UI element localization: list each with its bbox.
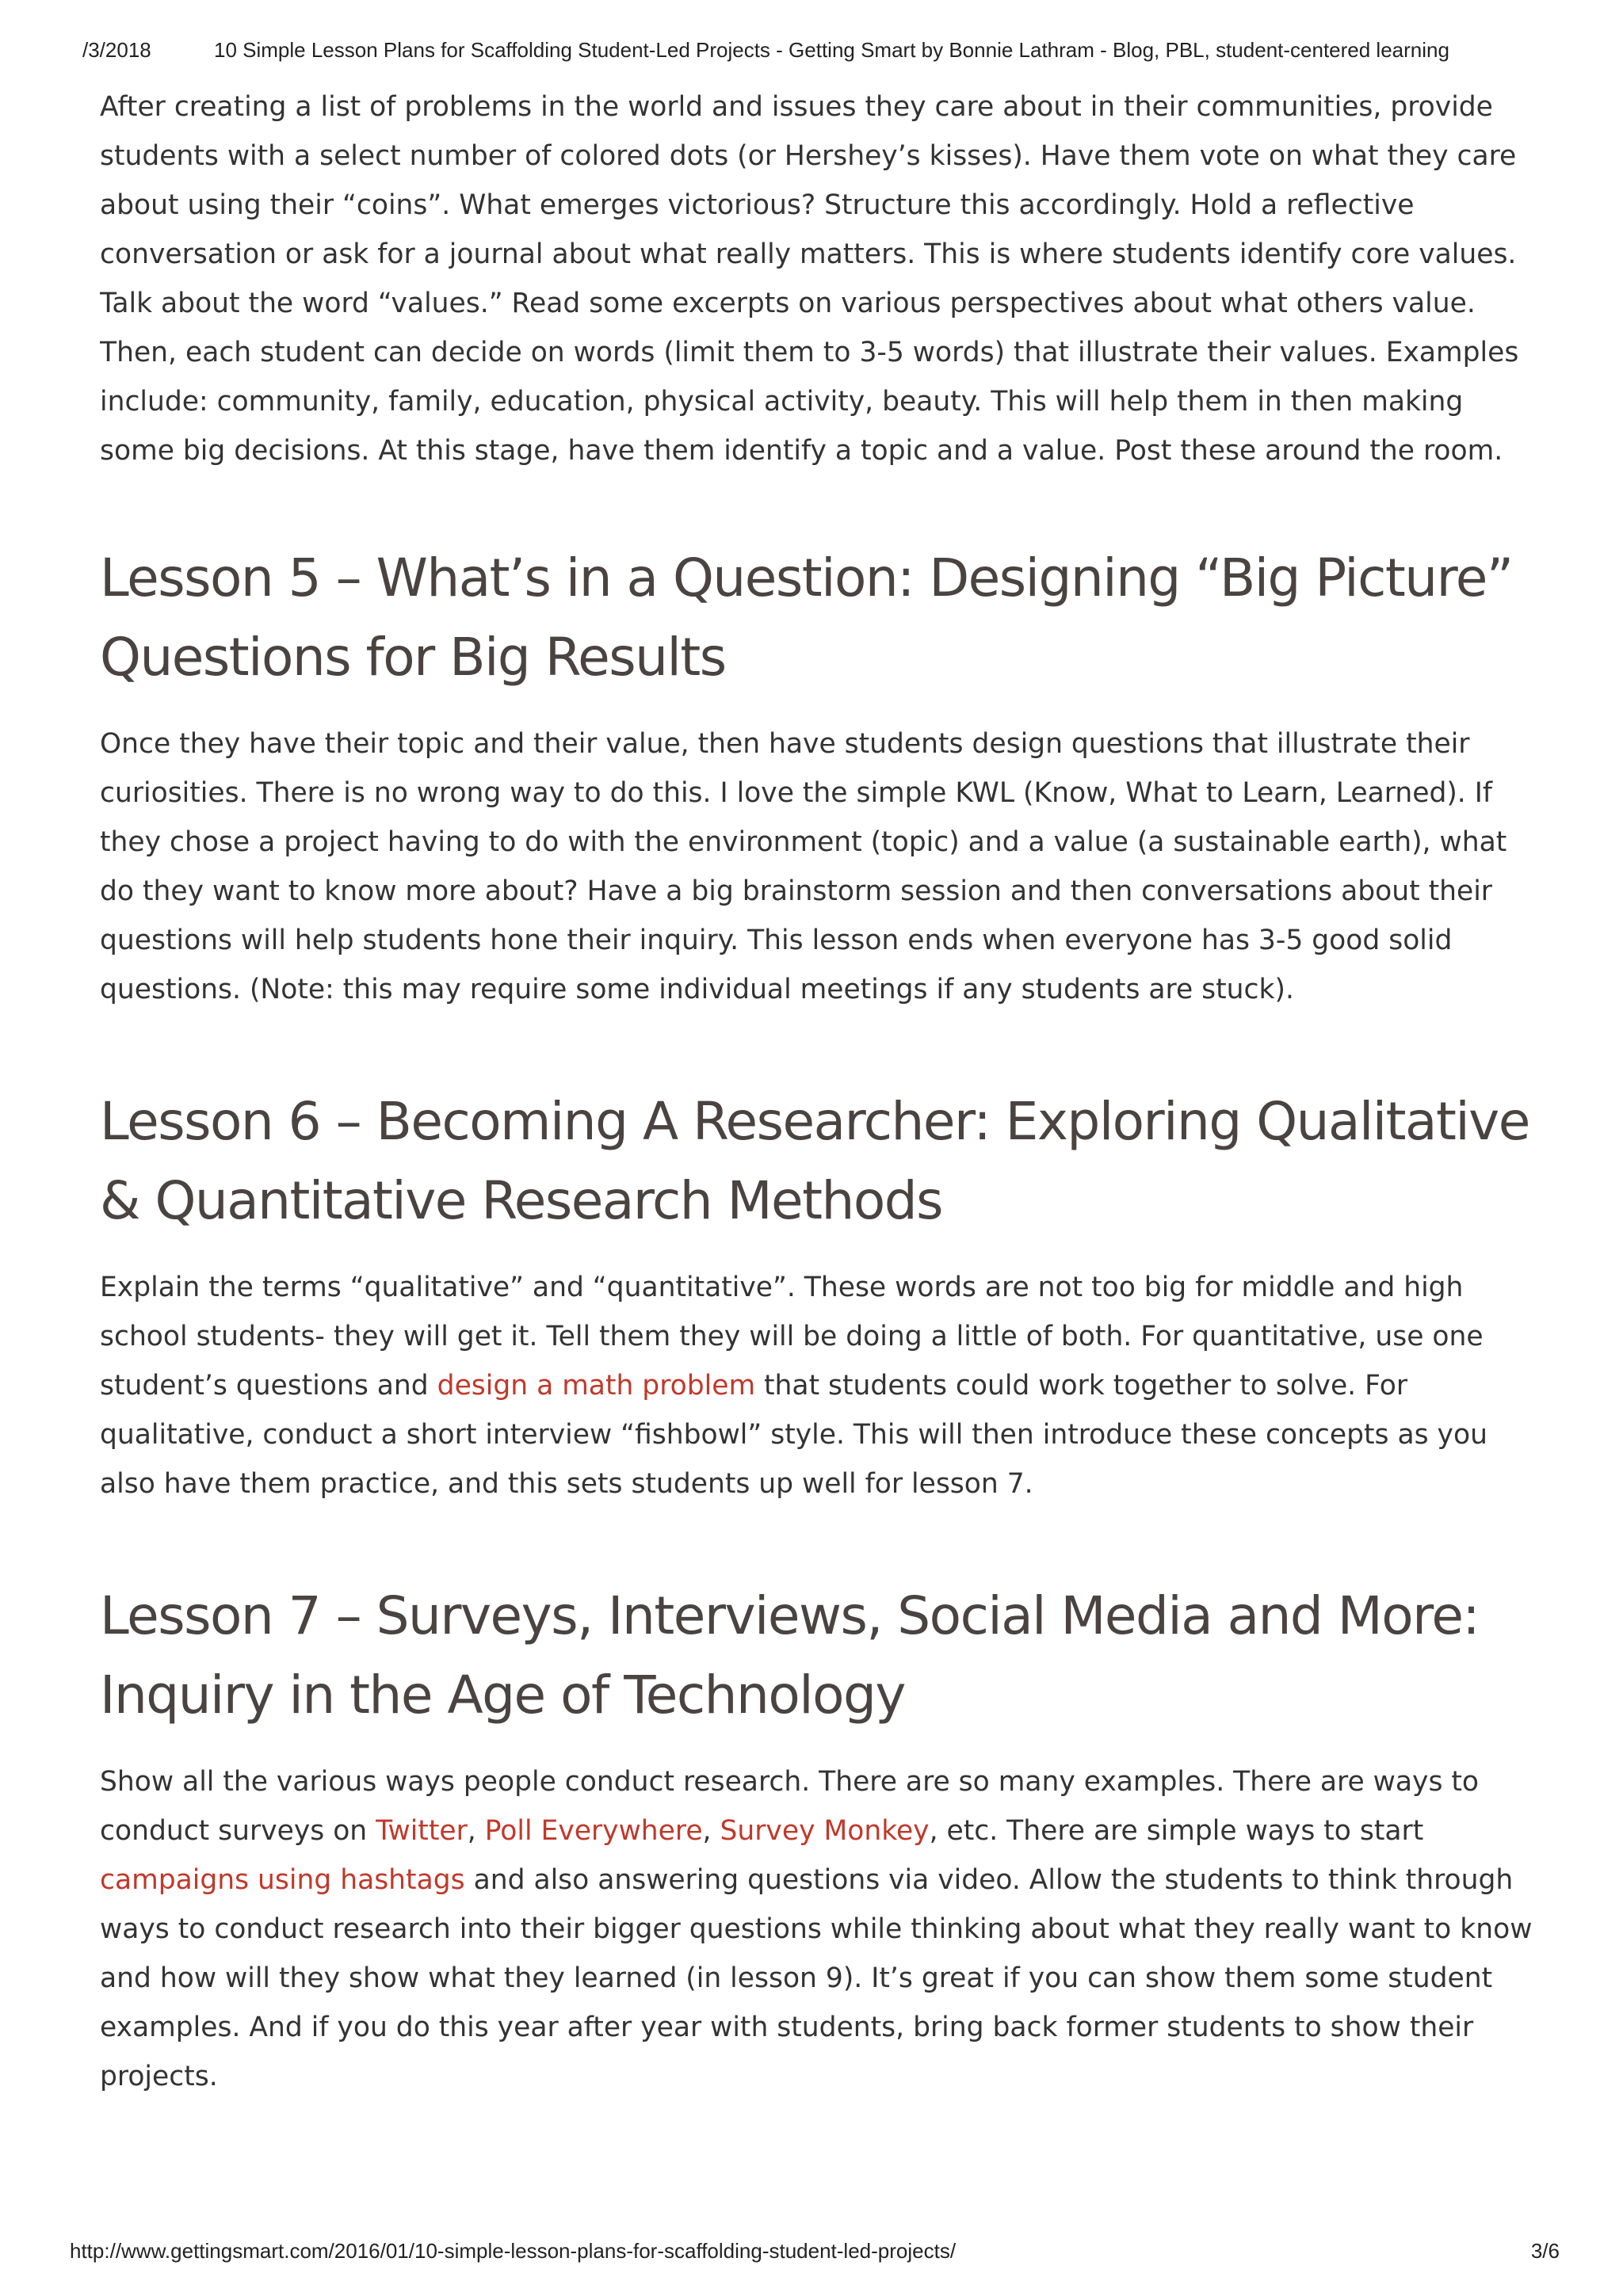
design-math-problem-link[interactable]: design a math problem: [437, 1370, 756, 1402]
poll-everywhere-link[interactable]: Poll Everywhere: [484, 1815, 703, 1847]
page-number: 3/6: [1530, 2239, 1560, 2263]
lesson-7-heading: Lesson 7 – Surveys, Interviews, Social Media and More: Inquiry in the Age of Technology: [100, 1585, 1480, 1726]
print-page-title: 10 Simple Lesson Plans for Scaffolding Student-Led Projects - Getting Smart by Bonnie Lathram - Blog, PBL, student-centered learning: [214, 38, 1449, 62]
campaigns-using-hashtags-link[interactable]: campaigns using hashtags: [100, 1864, 465, 1896]
lesson-6-text-1: Explain the terms “qualitative” and “quantitative”. These words are not too big for middle and high school students- they will get it. Tell them they will be doing a little of both. For quantitative, use one student’s questions and: [100, 1272, 1484, 1402]
lesson-6-heading: Lesson 6 – Becoming A Researcher: Exploring Qualitative & Quantitative Research Methods: [100, 1091, 1529, 1231]
lesson-7-separator-1: ,: [467, 1815, 485, 1847]
twitter-link[interactable]: Twitter: [376, 1815, 468, 1847]
lesson-7-text-1: Show all the various ways people conduct research. There are so many examples. There are ways to conduct surveys on: [100, 1766, 1480, 1847]
lesson-7-paragraph: [100, 1757, 1542, 2101]
print-date: /3/2018: [82, 38, 151, 62]
lesson-5-paragraph: Once they have their topic and their value, then have students design questions that illustrate their curiosities. There is no wrong way to do this. I love the simple KWL (Know, What to Learn, Learned). If they chose a project having to do with the environment (topic) and a value (a sustainable earth), what do they want to know more about? Have a big brainstorm session and then conversations about their questions will help students hone their inquiry. This lesson ends when everyone has 3-5 good solid questions. (Note: this may require some individual meetings if any students are stuck).: [100, 728, 1507, 1005]
lesson-6-text-2: that students could work together to solve. For qualitative, conduct a short interview “fishbowl” style. This will then introduce these concepts as you also have them practice, and this sets students up well for lesson 7.: [100, 1370, 1487, 1500]
lesson-7-text-3: and also answering questions via video. Allow the students to think through ways to conduct research into their bigger questions while thinking about what they really want to know and how will they show what they learned (in lesson 9). It’s great if you can show them some student examples. And if you do this year after year with students, bring back former students to show their projects.: [100, 1864, 1533, 2092]
survey-monkey-link[interactable]: Survey Monkey: [720, 1815, 930, 1847]
intro-paragraph: After creating a list of problems in the world and issues they care about in their communities, provide students with a select number of colored dots (or Hershey’s kisses). Have them vote on what they care about using their “coins”. What emerges victorious? Structure this accordingly. Hold a reflective conversation or ask for a journal about what really matters. This is where students identify core values. Talk about the word “values.” Read some excerpts on various perspectives about what others value. Then, each student can decide on words (limit them to 3-5 words) that illustrate their values. Examples include: community, family, education, physical activity, beauty. This will help them in then making some big decisions. At this stage, have them identify a topic and a value. Post these around the room.: [100, 91, 1519, 467]
lesson-6-paragraph: [100, 1263, 1542, 1508]
lesson-5-heading: Lesson 5 – What’s in a Question: Designing “Big Picture” Questions for Big Results: [100, 547, 1513, 688]
article-content: [100, 82, 1542, 2111]
print-header: [82, 38, 1572, 63]
lesson-7-separator-2: ,: [702, 1815, 720, 1847]
print-url: http://www.gettingsmart.com/2016/01/10-simple-lesson-plans-for-scaffolding-student-led-projects/: [70, 2239, 957, 2263]
lesson-7-text-2: , etc. There are simple ways to start: [929, 1815, 1424, 1847]
print-footer: [70, 2239, 1560, 2264]
